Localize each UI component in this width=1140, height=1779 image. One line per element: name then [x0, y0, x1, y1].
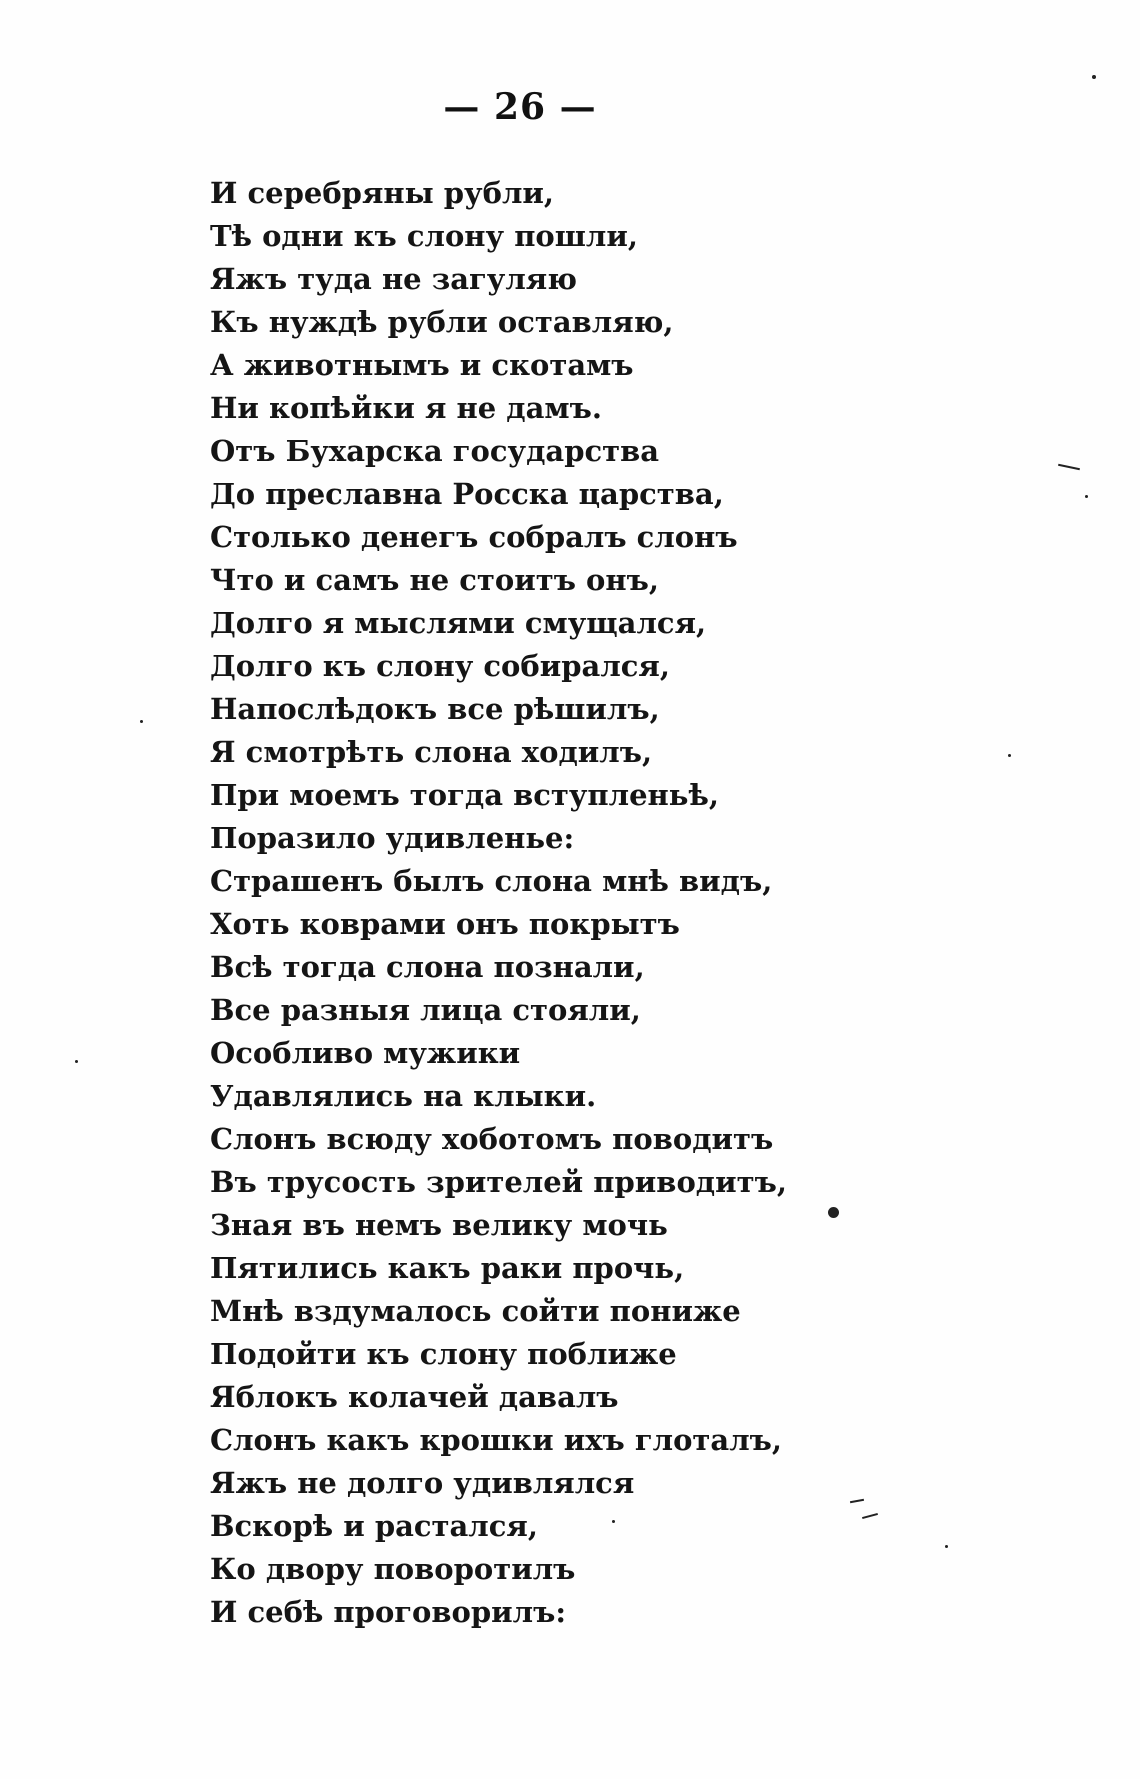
poem-line: При моемъ тогда вступленьѣ, — [210, 778, 719, 812]
poem-line: Хоть коврами онъ покрытъ — [210, 907, 680, 941]
poem-line: Слонъ какъ крошки ихъ глоталъ, — [210, 1423, 782, 1457]
poem-line: Я смотрѣть слона ходилъ, — [210, 735, 653, 769]
poem-line: Къ нуждѣ рубли оставляю, — [210, 305, 674, 339]
poem-line: Долго я мыслями смущался, — [210, 606, 707, 640]
poem-line: Пятились какъ раки прочь, — [210, 1251, 685, 1285]
poem-line: Яжъ туда не загуляю — [210, 262, 577, 296]
poem-line: Слонъ всюду хоботомъ поводитъ — [210, 1122, 774, 1156]
poem-text — [210, 172, 1030, 1634]
poem-line: Тѣ одни къ слону пошли, — [210, 219, 638, 253]
poem-line: Отъ Бухарска государства — [210, 434, 660, 468]
scan-mark — [1058, 464, 1080, 471]
page-number: — 26 — — [443, 86, 597, 128]
scan-speck — [1008, 754, 1011, 757]
scan-speck — [1085, 495, 1088, 498]
poem-line: Ни копѣйки я не дамъ. — [210, 391, 602, 425]
scan-speck — [612, 1520, 615, 1523]
poem-line: Мнѣ вздумалось сойти пониже — [210, 1294, 741, 1328]
poem-line: Всѣ тогда слона познали, — [210, 950, 645, 984]
poem-line: Подойти къ слону поближе — [210, 1337, 677, 1371]
poem-line: Что и самъ не стоитъ онъ, — [210, 563, 659, 597]
poem-line: Вскорѣ и растался, — [210, 1509, 538, 1543]
poem-line: Напослѣдокъ все рѣшилъ, — [210, 692, 660, 726]
scan-speck — [945, 1545, 948, 1548]
poem-line: Въ трусость зрителей приводитъ, — [210, 1165, 787, 1199]
poem-line: А животнымъ и скотамъ — [210, 348, 634, 382]
poem-line: Удавлялись на клыки. — [210, 1079, 597, 1113]
poem-line: Все разныя лица стояли, — [210, 993, 641, 1027]
poem-line: И себѣ проговорилъ: — [210, 1595, 567, 1629]
poem-line: Поразило удивленье: — [210, 821, 575, 855]
poem-line: Яблокъ колачей давалъ — [210, 1380, 619, 1414]
poem-line: Зная въ немъ велику мочь — [210, 1208, 668, 1242]
scan-speck — [75, 1060, 78, 1063]
poem-line: Долго къ слону собирался, — [210, 649, 670, 683]
poem-line: Яжъ не долго удивлялся — [210, 1466, 635, 1500]
poem-line: Страшенъ былъ слона мнѣ видъ, — [210, 864, 773, 898]
poem-line: Особливо мужики — [210, 1036, 521, 1070]
scan-speck — [1092, 75, 1096, 79]
poem-line: До преславна Росска царства, — [210, 477, 724, 511]
poem-line: Ко двору поворотилъ — [210, 1552, 576, 1586]
poem-line: И серебряны рубли, — [210, 176, 555, 210]
scan-speck — [828, 1207, 839, 1218]
poem-line: Столько денегъ собралъ слонъ — [210, 520, 738, 554]
scan-speck — [140, 720, 143, 723]
